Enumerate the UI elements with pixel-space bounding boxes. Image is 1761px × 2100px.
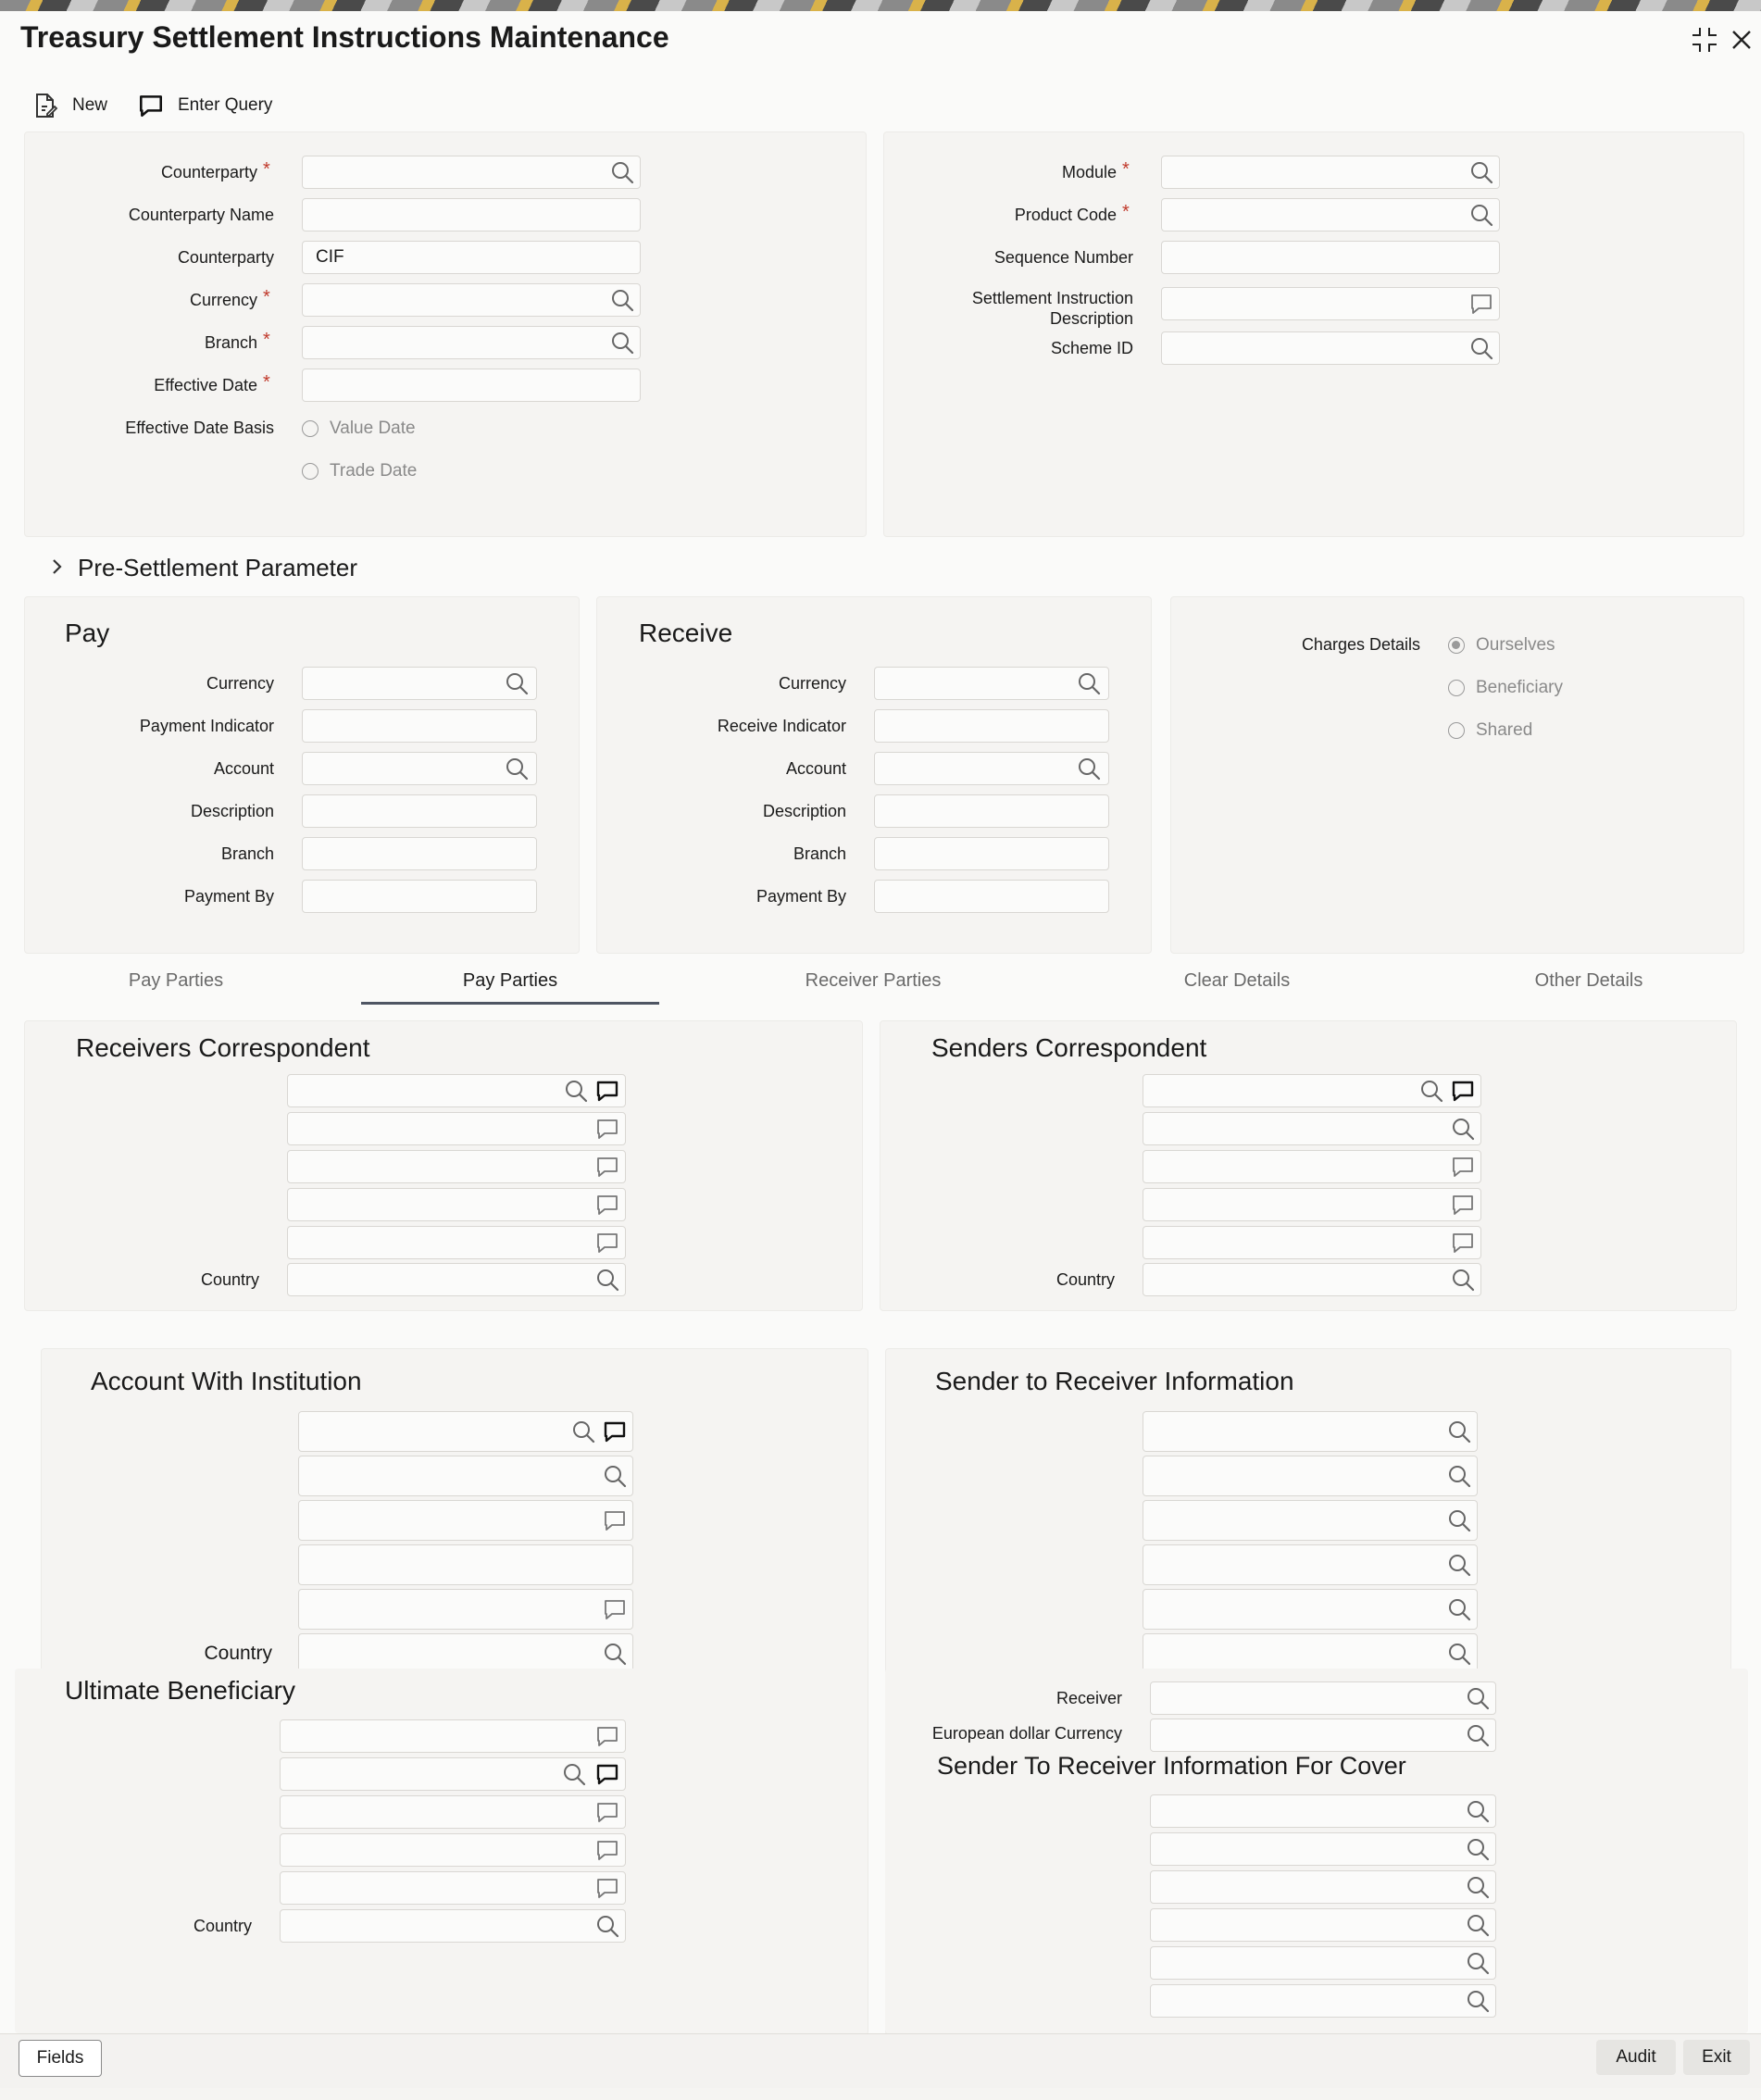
search-icon[interactable] <box>1465 1798 1491 1824</box>
currency-input[interactable] <box>302 283 641 317</box>
chat-icon[interactable] <box>594 1761 620 1787</box>
chat-icon[interactable] <box>1450 1154 1476 1180</box>
search-icon[interactable] <box>1076 756 1102 781</box>
search-icon[interactable] <box>1450 1267 1476 1293</box>
charges-beneficiary-label: Beneficiary <box>1476 678 1563 697</box>
chevron-right-icon[interactable] <box>48 557 67 576</box>
sender-to-receiver-heading: Sender to Receiver Information <box>935 1367 1294 1395</box>
ultimate-beneficiary-heading: Ultimate Beneficiary <box>65 1676 295 1705</box>
chat-icon[interactable] <box>594 1799 620 1825</box>
search-icon[interactable] <box>1446 1463 1472 1489</box>
required-asterisk: * <box>1122 159 1130 180</box>
search-icon[interactable] <box>1446 1419 1472 1444</box>
receive-description-label: Description <box>762 802 846 820</box>
ub-field-5[interactable] <box>280 1871 626 1905</box>
receive-branch-input[interactable] <box>874 837 1109 870</box>
awi-field-2[interactable] <box>298 1456 633 1496</box>
receive-account-label: Account <box>785 759 846 778</box>
senders-country-input[interactable] <box>1143 1263 1481 1296</box>
branch-label: Branch <box>204 333 257 352</box>
search-icon[interactable] <box>609 287 635 313</box>
tab-clear-details[interactable]: Clear Details <box>1183 970 1291 991</box>
new-button-label: New <box>72 95 108 115</box>
str-field-2[interactable] <box>1143 1456 1478 1496</box>
product-code-input[interactable] <box>1161 198 1500 231</box>
chat-icon[interactable] <box>1450 1192 1476 1218</box>
awi-country-label: Country <box>204 1643 272 1664</box>
search-icon[interactable] <box>1468 159 1494 185</box>
enter-query-button-label: Enter Query <box>178 95 273 115</box>
pre-settlement-heading[interactable]: Pre-Settlement Parameter <box>78 554 358 581</box>
required-asterisk: * <box>1122 202 1130 222</box>
strc-field-3[interactable] <box>1150 1870 1496 1904</box>
si-description-label-line2: Description <box>1049 309 1133 328</box>
receivers-correspondent-field-3[interactable] <box>287 1150 626 1183</box>
receivers-country-input[interactable] <box>287 1263 626 1296</box>
receivers-correspondent-heading: Receivers Correspondent <box>76 1033 370 1062</box>
search-icon[interactable] <box>561 1761 587 1787</box>
value-date-radio-label: Value Date <box>330 419 416 438</box>
search-icon[interactable] <box>1465 1950 1491 1976</box>
value-date-radio[interactable] <box>302 419 416 439</box>
required-asterisk: * <box>263 372 270 393</box>
exit-button[interactable]: Exit <box>1683 2040 1750 2075</box>
receive-currency-input[interactable] <box>874 667 1109 700</box>
chat-icon[interactable] <box>602 1419 628 1444</box>
strc-field-2[interactable] <box>1150 1832 1496 1866</box>
search-icon[interactable] <box>609 330 635 356</box>
search-icon[interactable] <box>1465 1722 1491 1748</box>
receive-branch-label: Branch <box>793 844 846 863</box>
receive-payment-by-label: Payment By <box>756 887 846 906</box>
senders-correspondent-field-2[interactable] <box>1143 1112 1481 1145</box>
pay-heading: Pay <box>65 619 110 647</box>
strc-field-6[interactable] <box>1150 1984 1496 2018</box>
sequence-number-input[interactable] <box>1161 241 1500 274</box>
top-banner-strip <box>0 0 1761 11</box>
receive-indicator-label: Receive Indicator <box>717 717 846 735</box>
strc-field-4[interactable] <box>1150 1908 1496 1942</box>
ub-field-4[interactable] <box>280 1833 626 1867</box>
charges-details-label: Charges Details <box>1301 635 1420 654</box>
window-title: Treasury Settlement Instructions Maintenance <box>20 20 669 54</box>
required-asterisk: * <box>263 287 270 307</box>
query-chat-icon <box>137 92 165 119</box>
chat-icon[interactable] <box>594 1154 620 1180</box>
chat-icon[interactable] <box>1468 291 1494 317</box>
collapse-icon[interactable] <box>1689 24 1720 56</box>
search-icon[interactable] <box>602 1463 628 1489</box>
chat-icon[interactable] <box>594 1837 620 1863</box>
module-label: Module <box>1061 163 1117 181</box>
radio-circle <box>1448 680 1465 696</box>
search-icon[interactable] <box>563 1078 589 1104</box>
euro-dollar-currency-input[interactable] <box>1150 1719 1496 1752</box>
search-icon[interactable] <box>1446 1507 1472 1533</box>
str-field-5[interactable] <box>1143 1589 1478 1630</box>
product-code-label: Product Code <box>1014 206 1117 224</box>
awi-field-3[interactable] <box>298 1500 633 1541</box>
radio-circle <box>1448 722 1465 739</box>
counterparty-type-field[interactable]: CIF <box>302 241 641 274</box>
si-description-label-line1: Settlement Instruction <box>971 289 1133 307</box>
receive-heading: Receive <box>639 619 733 647</box>
charges-ourselves-label: Ourselves <box>1476 635 1555 655</box>
footer-bar <box>0 2033 1761 2088</box>
search-icon[interactable] <box>1465 1988 1491 2014</box>
pay-payment-by-input[interactable] <box>302 880 537 913</box>
counterparty-name-input[interactable] <box>302 198 641 231</box>
euro-dollar-currency-label: European dollar Currency <box>931 1724 1122 1743</box>
receiver-input[interactable] <box>1150 1681 1496 1715</box>
search-icon[interactable] <box>570 1419 596 1444</box>
chat-icon[interactable] <box>1450 1078 1476 1104</box>
counterparty-input[interactable] <box>302 156 641 189</box>
str-field-4[interactable] <box>1143 1544 1478 1585</box>
senders-correspondent-field-3[interactable] <box>1143 1150 1481 1183</box>
effective-date-input[interactable] <box>302 369 641 402</box>
chat-icon[interactable] <box>1450 1230 1476 1256</box>
pay-branch-input[interactable] <box>302 837 537 870</box>
search-icon[interactable] <box>1468 335 1494 361</box>
senders-correspondent-field-5[interactable] <box>1143 1226 1481 1259</box>
branch-input[interactable] <box>302 326 641 359</box>
trade-date-radio-label: Trade Date <box>330 461 418 481</box>
active-tab-underline <box>361 1002 659 1005</box>
search-icon[interactable] <box>1468 202 1494 228</box>
search-icon[interactable] <box>1465 1874 1491 1900</box>
chat-icon[interactable] <box>594 1116 620 1142</box>
si-description-input[interactable] <box>1161 287 1500 320</box>
receivers-correspondent-field-4[interactable] <box>287 1188 626 1221</box>
enter-query-button[interactable] <box>137 89 272 122</box>
audit-button[interactable]: Audit <box>1596 2040 1676 2075</box>
ub-field-1[interactable] <box>280 1719 626 1753</box>
ub-field-3[interactable] <box>280 1795 626 1829</box>
charges-shared-radio[interactable] <box>1448 720 1532 741</box>
pay-account-input[interactable] <box>302 752 537 785</box>
pay-branch-label: Branch <box>220 844 274 863</box>
charges-beneficiary-radio[interactable] <box>1448 678 1563 698</box>
receive-payment-by-input[interactable] <box>874 880 1109 913</box>
receiver-label: Receiver <box>1055 1689 1122 1707</box>
search-icon[interactable] <box>1446 1596 1472 1622</box>
effective-date-basis-label: Effective Date Basis <box>125 419 274 437</box>
chat-icon[interactable] <box>602 1507 628 1533</box>
counterparty-type-label: Counterparty <box>177 248 274 267</box>
pay-currency-input[interactable] <box>302 667 537 700</box>
sequence-number-label: Sequence Number <box>993 248 1133 267</box>
fields-button[interactable]: Fields <box>19 2040 102 2077</box>
search-icon[interactable] <box>594 1913 620 1939</box>
counterparty-name-label: Counterparty Name <box>128 206 274 224</box>
new-document-icon <box>31 92 59 119</box>
new-button[interactable] <box>31 89 107 122</box>
chat-icon[interactable] <box>594 1723 620 1749</box>
search-icon[interactable] <box>1465 1912 1491 1938</box>
pay-payment-by-label: Payment By <box>183 887 274 906</box>
awi-field-5[interactable] <box>298 1589 633 1630</box>
search-icon[interactable] <box>1465 1836 1491 1862</box>
receivers-correspondent-field-2[interactable] <box>287 1112 626 1145</box>
senders-correspondent-heading: Senders Correspondent <box>931 1033 1207 1062</box>
pay-description-label: Description <box>190 802 274 820</box>
charges-shared-label: Shared <box>1476 720 1533 740</box>
search-icon[interactable] <box>1446 1641 1472 1667</box>
module-input[interactable] <box>1161 156 1500 189</box>
chat-icon[interactable] <box>594 1230 620 1256</box>
tab-pay-parties[interactable]: Pay Parties <box>128 970 224 991</box>
required-asterisk: * <box>263 159 270 180</box>
search-icon[interactable] <box>609 159 635 185</box>
ub-country-input[interactable] <box>280 1909 626 1943</box>
chat-icon[interactable] <box>594 1875 620 1901</box>
effective-date-label: Effective Date <box>154 376 257 394</box>
radio-circle <box>302 420 318 437</box>
radio-circle <box>302 463 318 480</box>
ub-country-label: Country <box>193 1917 252 1935</box>
search-icon[interactable] <box>1465 1685 1491 1711</box>
receivers-correspondent-field-5[interactable] <box>287 1226 626 1259</box>
sender-to-receiver-cover-heading: Sender To Receiver Information For Cover <box>937 1752 1406 1780</box>
strc-field-5[interactable] <box>1150 1946 1496 1980</box>
receive-account-input[interactable] <box>874 752 1109 785</box>
receive-description-input[interactable] <box>874 794 1109 828</box>
account-with-institution-heading: Account With Institution <box>91 1367 362 1395</box>
search-icon[interactable] <box>602 1641 628 1667</box>
chat-icon[interactable] <box>594 1192 620 1218</box>
chat-icon[interactable] <box>594 1078 620 1104</box>
payment-indicator-input[interactable] <box>302 709 537 743</box>
chat-icon[interactable] <box>602 1596 628 1622</box>
counterparty-label: Counterparty <box>160 163 257 181</box>
scheme-id-input[interactable] <box>1161 331 1500 365</box>
tab-pay-parties-active[interactable]: Pay Parties <box>462 970 558 991</box>
receive-indicator-input[interactable] <box>874 709 1109 743</box>
strc-field-1[interactable] <box>1150 1794 1496 1828</box>
currency-label: Currency <box>189 291 257 309</box>
required-asterisk: * <box>263 330 270 350</box>
search-icon[interactable] <box>1418 1078 1444 1104</box>
tab-other-details[interactable]: Other Details <box>1534 970 1643 991</box>
senders-country-label: Country <box>1055 1270 1115 1289</box>
search-icon[interactable] <box>1450 1116 1476 1142</box>
search-icon[interactable] <box>594 1267 620 1293</box>
str-field-3[interactable] <box>1143 1500 1478 1541</box>
search-icon[interactable] <box>1076 670 1102 696</box>
pay-account-label: Account <box>213 759 274 778</box>
pay-currency-label: Currency <box>206 674 274 693</box>
search-icon[interactable] <box>504 756 530 781</box>
charges-ourselves-radio[interactable] <box>1448 635 1555 656</box>
pay-description-input[interactable] <box>302 794 537 828</box>
str-field-1[interactable] <box>1143 1411 1478 1452</box>
awi-field-4[interactable] <box>298 1544 633 1585</box>
trade-date-radio[interactable] <box>302 461 417 481</box>
senders-correspondent-field-4[interactable] <box>1143 1188 1481 1221</box>
scheme-id-label: Scheme ID <box>1050 339 1133 357</box>
tab-receiver-parties[interactable]: Receiver Parties <box>805 970 942 991</box>
receivers-country-label: Country <box>200 1270 259 1289</box>
close-icon[interactable] <box>1726 24 1757 56</box>
receive-currency-label: Currency <box>778 674 846 693</box>
radio-circle-selected <box>1448 637 1465 654</box>
search-icon[interactable] <box>1446 1552 1472 1578</box>
payment-indicator-label: Payment Indicator <box>139 717 274 735</box>
search-icon[interactable] <box>504 670 530 696</box>
